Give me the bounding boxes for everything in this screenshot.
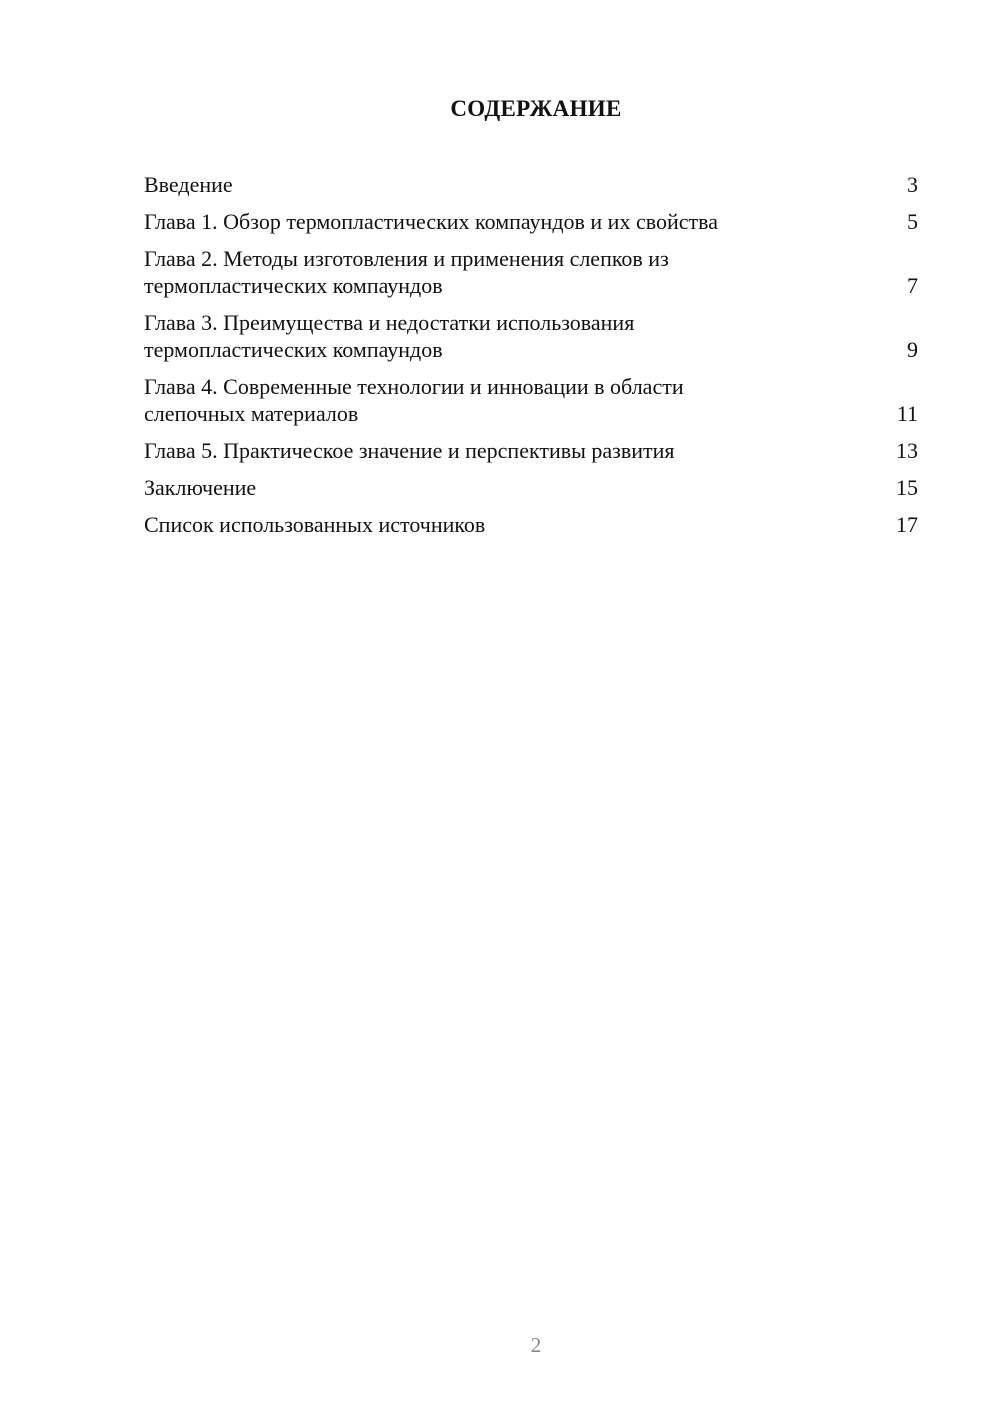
toc-entry-title: Глава 2. Методы изготовления и применения слепков из термопластических компаундов [144,246,669,298]
toc-entry-references [144,511,918,538]
toc-entry-page: 13 [896,438,918,463]
toc-entry-title: Введение [144,172,233,197]
toc-entry-chapter-1 [144,208,918,235]
toc-entry-chapter-4 [144,373,918,427]
toc-entry-page: 5 [907,209,918,234]
toc-entry-title: Заключение [144,475,257,500]
toc-entry-title: Глава 4. Современные технологии и инновации в области слепочных материалов [144,374,684,426]
toc-entry-page: 3 [907,172,918,197]
toc-entry-page: 17 [896,512,918,537]
page-title: СОДЕРЖАНИЕ [450,96,622,121]
toc-entry-chapter-2 [144,245,918,299]
toc-entry-page: 9 [907,337,918,362]
toc-entry-page: 11 [896,401,918,426]
toc-entry-title: Список использованных источников [144,512,486,537]
page-number: 2 [530,1333,542,1357]
toc-entry-title: Глава 3. Преимущества и недостатки использования термопластических компаундов [144,310,635,362]
toc-entry-introduction [144,171,918,198]
toc-entry-chapter-3 [144,309,918,363]
toc-entry-page: 15 [896,475,918,500]
toc-entry-title: Глава 1. Обзор термопластических компаундов и их свойства [144,209,718,234]
toc-entry-conclusion [144,474,918,501]
toc-entry-page: 7 [907,273,918,298]
toc-entry-title: Глава 5. Практическое значение и перспективы развития [144,438,675,463]
table-of-contents [144,171,918,548]
toc-entry-chapter-5 [144,437,918,464]
